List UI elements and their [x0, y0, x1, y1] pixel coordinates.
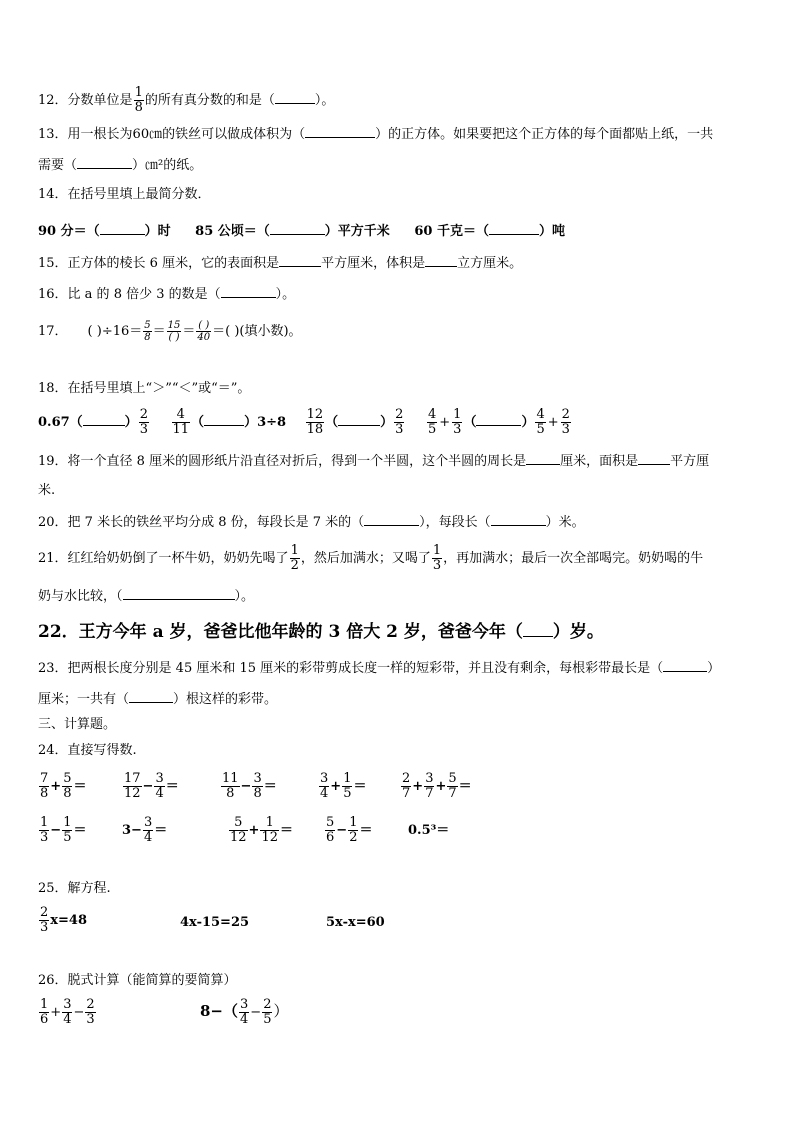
question-22: 22．王方今年 a 岁，爸爸比他年龄的 3 倍大 2 岁，爸爸今年（ ）岁。: [38, 622, 604, 642]
calc-item: 0.5³＝: [408, 823, 450, 838]
answer-blank[interactable]: [364, 513, 419, 526]
section-heading: 三、计算题。: [38, 717, 117, 732]
answer-blank[interactable]: [221, 285, 276, 298]
answer-blank[interactable]: [476, 413, 521, 426]
calc-item: $\frac{17}{12}$ − $\frac{3}{4}$ ＝: [124, 771, 179, 801]
answer-blank[interactable]: [100, 222, 145, 235]
fraction: $\frac{1}{8}$: [134, 85, 143, 115]
question-12: 12．分数单位是 $\frac{1}{8}$ 的所有真分数的和是（ ）。: [38, 85, 335, 115]
calc-item: $\frac{3}{4}$ + $\frac{1}{5}$ ＝: [320, 771, 367, 801]
calc-item: $\frac{1}{3}$ − $\frac{1}{5}$ ＝: [40, 815, 87, 845]
question-18-items: 0.67（ ） $\frac{2}{3}$ $\frac{4}{11}$ （ ）3÷8 $\frac{12}{18}$ （ ） $\frac{2}{3}$ $\frac{4}{5}$ + $\frac{1}{3}$ （ ） $\frac{4}{5}$ + $\frac{2}{3}$: [38, 407, 570, 437]
question-16: 16．比 a 的 8 倍少 3 的数是（ ）。: [38, 287, 296, 302]
answer-blank[interactable]: [663, 659, 707, 672]
question-26: 26．脱式计算（能简算的要简算）: [38, 973, 237, 988]
fraction: 15 ( ): [167, 320, 181, 343]
answer-blank[interactable]: [491, 513, 546, 526]
question-23: 23．把两根长度分别是 45 厘米和 15 厘米的彩带剪成长度一样的短彩带，并且没有剩余，每根彩带最长是（ ）: [38, 661, 721, 676]
calc-item: $\frac{5}{6}$ − $\frac{1}{2}$ ＝: [326, 815, 373, 845]
equation: $\frac{2}{3}$ x=48: [40, 905, 88, 935]
answer-blank[interactable]: [305, 125, 375, 138]
equation: 4x-15=25: [180, 915, 250, 930]
calc-item: 3− $\frac{3}{4}$ ＝: [122, 815, 168, 845]
answer-blank[interactable]: [526, 452, 560, 465]
fraction: $\frac{5}{8}$: [144, 320, 151, 343]
calc-item: $\frac{5}{12}$ + $\frac{1}{12}$ ＝: [230, 815, 294, 845]
question-21: 21．红红给奶奶倒了一杯牛奶，奶奶先喝了 $\frac{1}{2}$ ，然后加满水；又喝了 $\frac{1}{3}$ ，再加满水；最后一次全部喝完。奶奶喝的牛: [38, 543, 704, 573]
answer-blank[interactable]: [489, 222, 539, 235]
calc-item: $\frac{11}{8}$ − $\frac{3}{8}$ ＝: [222, 771, 277, 801]
answer-blank[interactable]: [77, 156, 132, 169]
equation: 5x-x=60: [326, 915, 385, 930]
question-19: 19．将一个直径 8 厘米的圆形纸片沿直径对折后，得到一个半圆，这个半圆的周长是 厘米，面积是 平方厘: [38, 454, 710, 469]
answer-blank[interactable]: [425, 254, 457, 267]
answer-blank[interactable]: [638, 452, 670, 465]
expression: 8−（ $\frac{3}{4}$ − $\frac{2}{5}$ ）: [200, 997, 289, 1027]
answer-blank[interactable]: [123, 587, 235, 600]
question-23-cont: 厘米；一共有（ ）根这样的彩带。: [38, 692, 278, 707]
answer-blank[interactable]: [83, 413, 125, 426]
question-25: 25．解方程.: [38, 881, 111, 896]
fraction: ( ) 40: [197, 320, 211, 343]
question-18: 18．在括号里填上“＞”“＜”或“＝”。: [38, 381, 251, 396]
answer-blank[interactable]: [279, 254, 321, 267]
calc-item: $\frac{7}{8}$ + $\frac{5}{8}$ ＝: [40, 771, 87, 801]
answer-blank[interactable]: [129, 690, 173, 703]
question-24: 24．直接写得数.: [38, 743, 137, 758]
answer-blank[interactable]: [275, 91, 315, 104]
answer-blank[interactable]: [204, 413, 244, 426]
question-21-cont: 奶与水比较，（ ）。: [38, 589, 255, 604]
question-19-cont: 米.: [38, 483, 56, 498]
question-14-items: 90 分＝（ ）时 85 公顷＝（ ）平方千米 60 千克＝（ ）吨: [38, 224, 565, 239]
question-14: 14．在括号里填上最简分数．: [38, 187, 211, 202]
fraction: $\frac{1}{2}$: [290, 543, 299, 573]
fraction: $\frac{1}{3}$: [432, 543, 442, 573]
expression: $\frac{1}{6}$ + $\frac{3}{4}$ − $\frac{2}{3}$: [40, 997, 95, 1027]
answer-blank[interactable]: [270, 222, 325, 235]
question-15: 15．正方体的棱长 6 厘米，它的表面积是 平方厘米，体积是 立方厘米。: [38, 256, 523, 271]
question-17: 17． ( )÷16＝ $\frac{5}{8}$ ＝ 15 ( ) ＝ ( ) 40 ＝( )(填小数)。: [38, 320, 302, 343]
calc-item: $\frac{2}{7}$ + $\frac{3}{7}$ + $\frac{5}{7}$ ＝: [402, 771, 472, 801]
question-13-cont: 需要（ ）㎝²的纸。: [38, 158, 203, 173]
answer-blank[interactable]: [523, 620, 553, 637]
question-20: 20．把 7 米长的铁丝平均分成 8 份，每段长是 7 米的（ ），每段长（ ）米。: [38, 515, 585, 530]
question-13: 13．用一根长为60㎝的铁丝可以做成体积为（ ）的正方体。如果要把这个正方体的每个面都贴上纸，一共: [38, 127, 714, 142]
answer-blank[interactable]: [338, 413, 380, 426]
